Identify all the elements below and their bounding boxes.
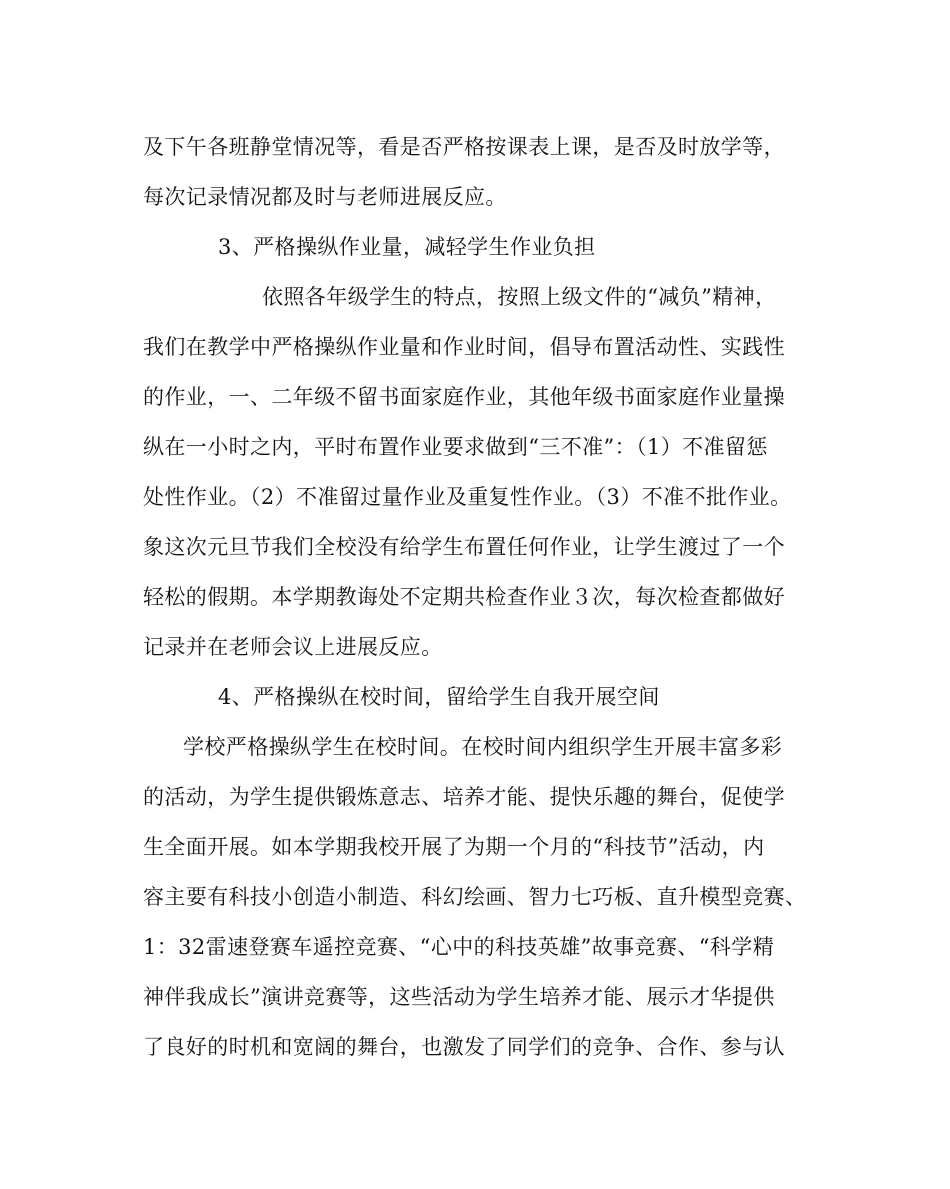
text-line: 生全面开展。如本学期我校开展了为期一个月的“科技节”活动，内 [143, 835, 765, 859]
text-line: 及下午各班静堂情况等，看是否严格按课表上课，是否及时放学等， [143, 135, 785, 159]
section-heading-4: 4、严格操纵在校时间，留给学生自我开展空间 [218, 685, 660, 709]
text-line: 容主要有科技小创造小制造、科幻绘画、智力七巧板、直升模型竞赛、 [143, 885, 807, 909]
text-line: 的作业，一、二年级不留书面家庭作业，其他年级书面家庭作业量操 [143, 385, 785, 409]
text-line: 1：32雷速登赛车遥控竞赛、“心中的科技英雄”故事竞赛、“科学精 [143, 935, 775, 959]
text-line: 纵在一小时之内，平时布置作业要求做到“三不准”：（1）不准留惩 [143, 435, 768, 459]
text-line: 我们在教学中严格操纵作业量和作业时间，倡导布置活动性、实践性 [143, 335, 785, 359]
text-line: 轻松的假期。本学期教诲处不定期共检查作业３次，每次检查都做好 [143, 585, 785, 609]
text-line: 处性作业。（2）不准留过量作业及重复性作业。（3）不准不批作业。 [143, 485, 792, 509]
text-line: 记录并在老师会议上进展反应。 [143, 635, 443, 659]
text-line: 象这次元旦节我们全校没有给学生布置任何作业，让学生渡过了一个 [143, 535, 785, 559]
text-line: 神伴我成长”演讲竞赛等，这些活动为学生培养才能、展示才华提供 [143, 985, 775, 1009]
section-heading-3: 3、严格操纵作业量，减轻学生作业负担 [218, 235, 596, 259]
text-line: 了良好的时机和宽阔的舞台，也激发了同学们的竞争、合作、参与认 [143, 1035, 785, 1059]
text-line: 学校严格操纵学生在校时间。在校时间内组织学生开展丰富多彩 [183, 735, 783, 759]
text-line: 每次记录情况都及时与老师进展反应。 [143, 185, 507, 209]
text-line: 依照各年级学生的特点，按照上级文件的“减负”精神， [262, 285, 777, 309]
text-line: 的活动，为学生提供锻炼意志、培养才能、提快乐趣的舞台，促使学 [143, 785, 785, 809]
